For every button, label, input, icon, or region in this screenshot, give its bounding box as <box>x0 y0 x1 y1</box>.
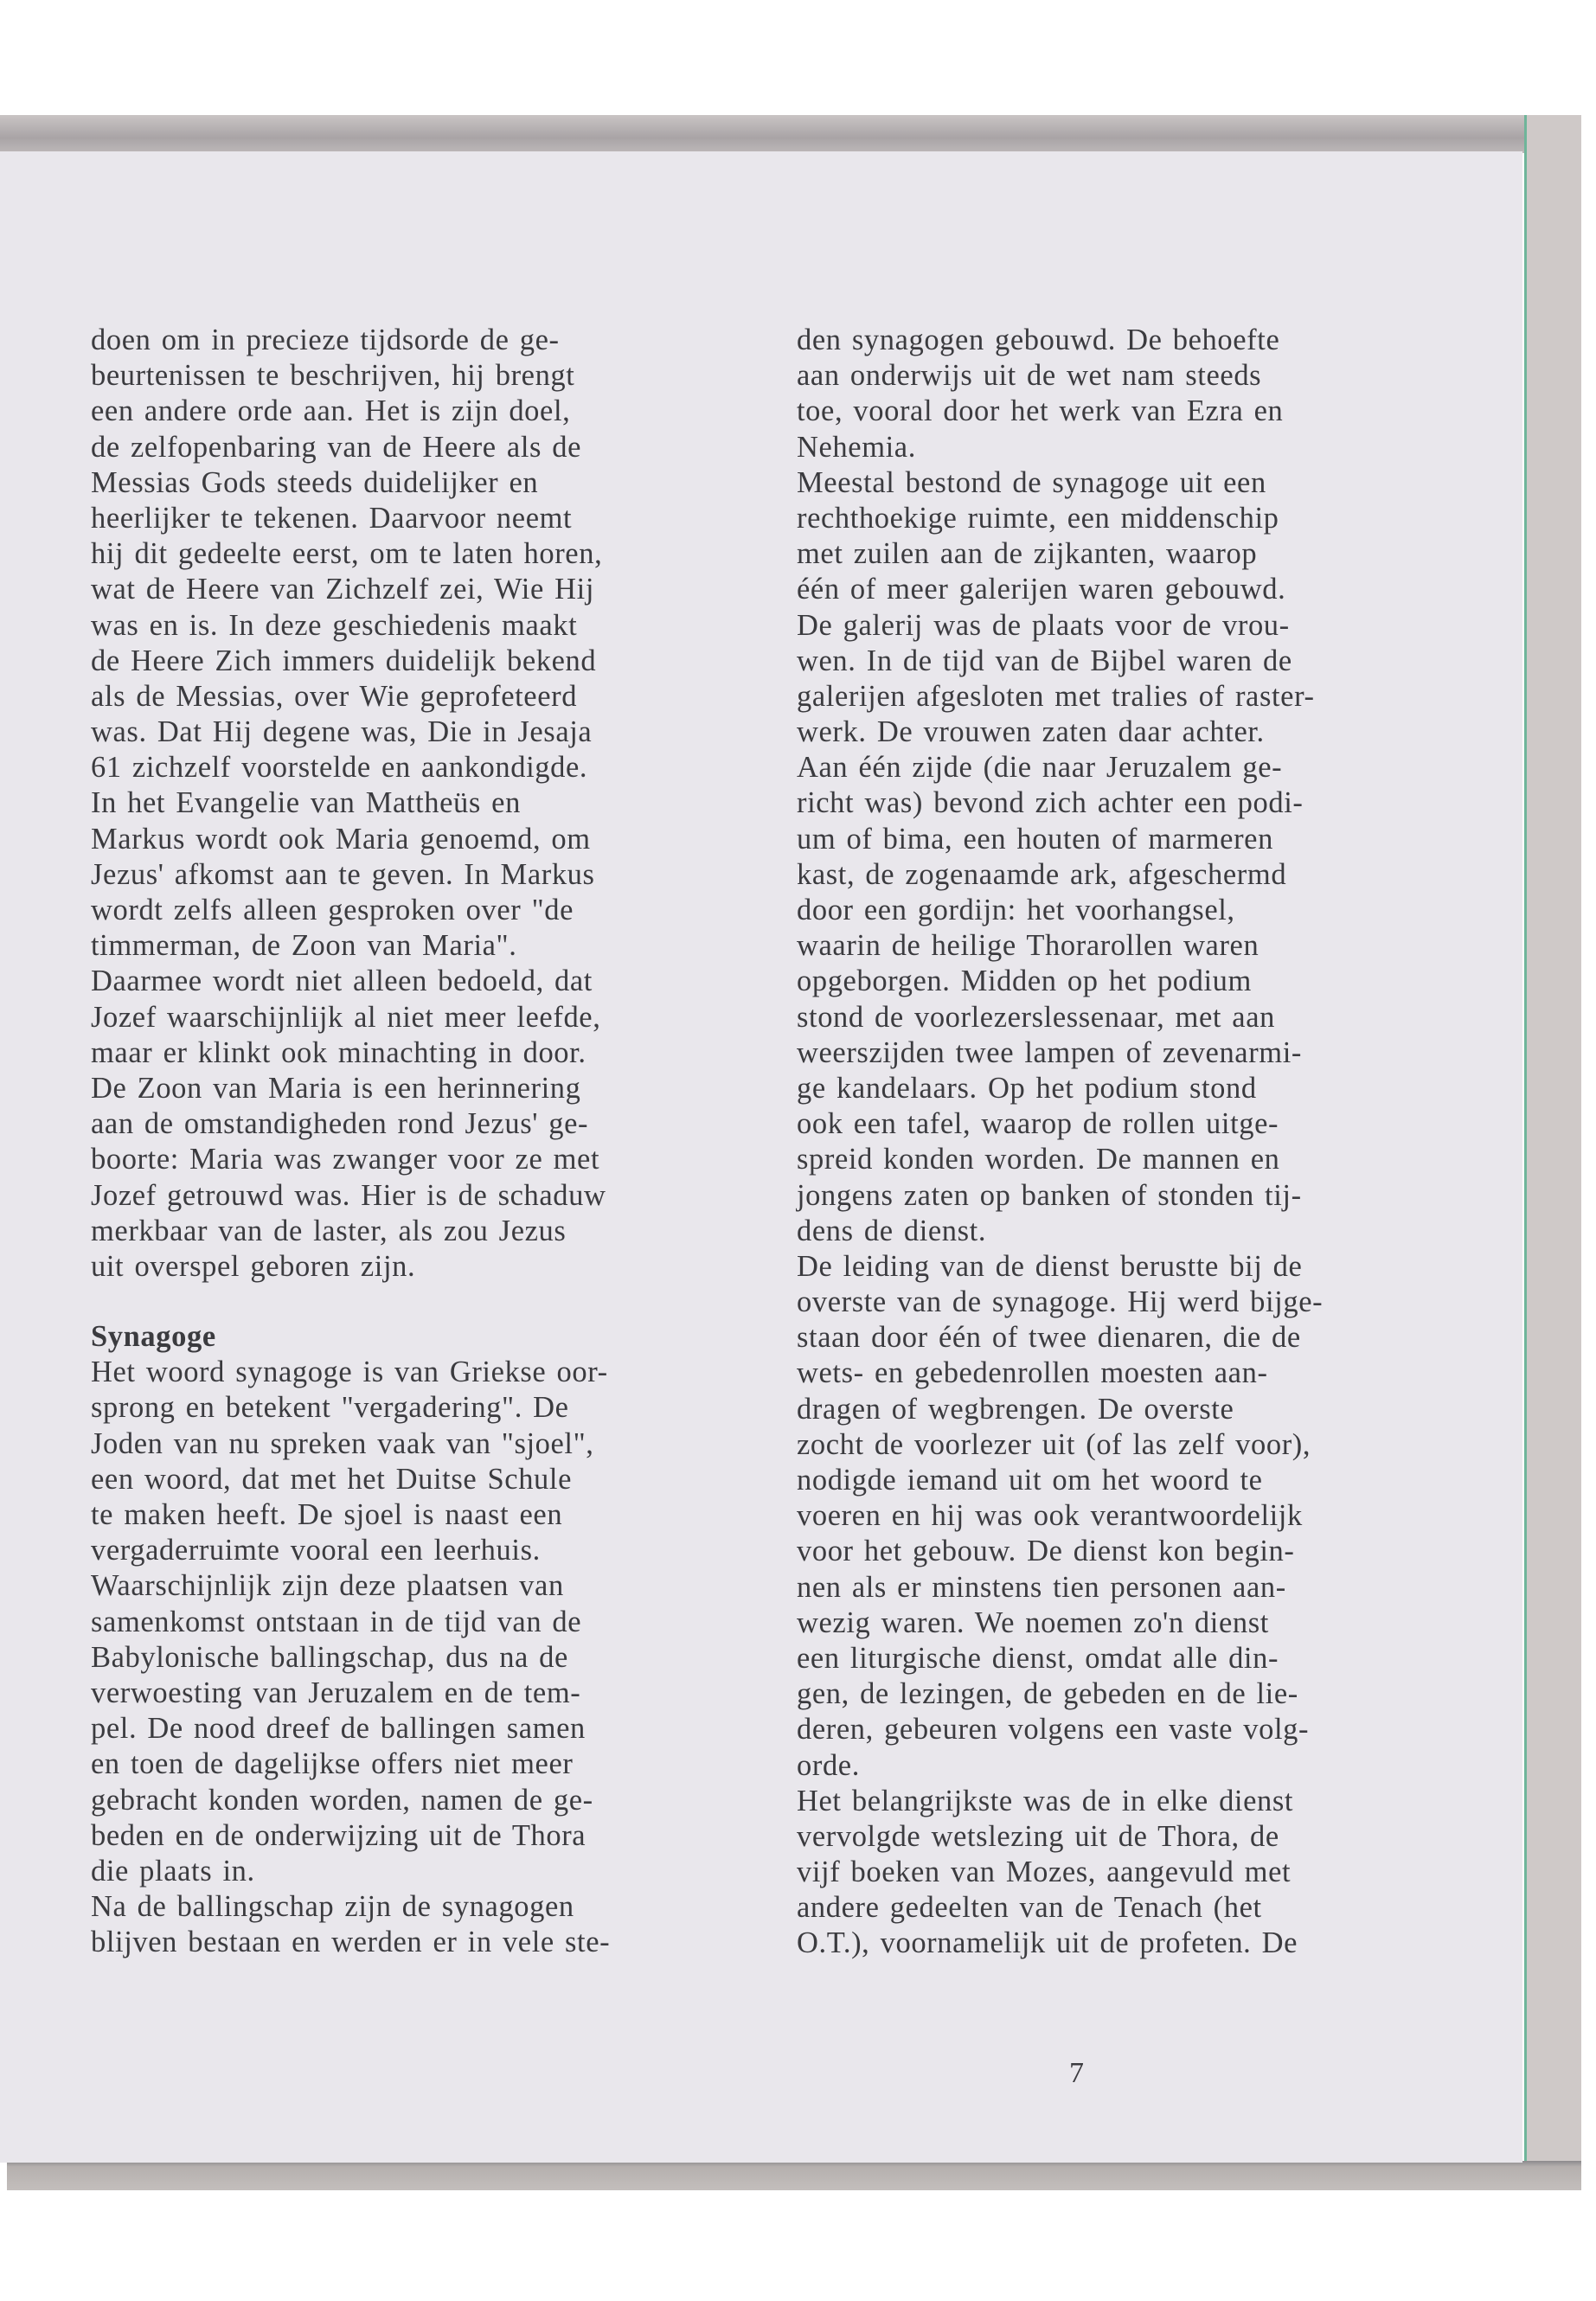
text-line: met zuilen aan de zijkanten, waarop <box>797 537 1258 571</box>
paragraph-gap <box>91 1285 610 1319</box>
text-line: een andere orde aan. Het is zijn doel, <box>91 394 571 428</box>
text-line: deren, gebeuren volgens een vaste volg- <box>797 1713 1310 1747</box>
text-line: één of meer galerijen waren gebouwd. <box>797 573 1286 606</box>
text-line: Waarschijnlijk zijn deze plaatsen van <box>91 1569 564 1603</box>
text-line: doen om in precieze tijdsorde de ge- <box>91 324 560 356</box>
text-line: hij dit gedeelte eerst, om te laten horen, <box>91 537 603 571</box>
text-line: Jozef getrouwd was. Hier is de schaduw <box>91 1178 606 1212</box>
text-line: wets- en gebedenrollen moesten aan- <box>797 1356 1268 1390</box>
text-line: jongens zaten op banken of stonden tij- <box>797 1178 1302 1212</box>
text-line: wezig waren. We noemen zo'n dienst <box>797 1606 1269 1639</box>
text-line: Het belangrijkste was de in elke dienst <box>797 1784 1294 1817</box>
text-line: nodigde iemand uit om het woord te <box>797 1464 1263 1497</box>
text-line: vijf boeken van Mozes, aangevuld met <box>797 1856 1292 1889</box>
text-line: toe, vooral door het werk van Ezra en <box>797 394 1284 428</box>
text-line: wordt zelfs alleen gesproken over "de <box>91 894 574 926</box>
text-line: andere gedeelten van de Tenach (het <box>797 1891 1262 1925</box>
text-line: opgeborgen. Midden op het podium <box>797 965 1252 998</box>
text-line: Joden van nu spreken vaak van "sjoel", <box>91 1426 594 1460</box>
text-line: um of bima, een houten of marmeren <box>797 822 1273 856</box>
text-line: Daarmee wordt niet alleen bedoeld, dat <box>91 965 593 998</box>
text-line: blijven bestaan en werden er in vele ste- <box>91 1926 611 1959</box>
text-line: zocht de voorlezer uit (of las zelf voor), <box>797 1427 1311 1461</box>
text-line: richt was) bevond zich achter een podi- <box>797 786 1304 820</box>
text-line: overste van de synagoge. Hij werd bijge- <box>797 1285 1324 1319</box>
text-line: verwoesting van Jeruzalem en de tem- <box>91 1676 581 1709</box>
text-line: een liturgische dienst, omdat alle din- <box>797 1641 1279 1675</box>
text-line: gebracht konden worden, namen de ge- <box>91 1783 593 1817</box>
text-line: waarin de heilige Thorarollen waren <box>797 929 1259 963</box>
text-line: was en is. In deze geschiedenis maakt <box>91 608 578 642</box>
text-line: voeren en hij was ook verantwoordelijk <box>797 1499 1303 1533</box>
right-text-column <box>797 323 1323 1962</box>
text-line: kast, de zogenaamde ark, afgeschermd <box>797 857 1287 891</box>
text-line: een woord, dat met het Duitse Schule <box>91 1462 573 1496</box>
text-line: Markus wordt ook Maria genoemd, om <box>91 822 591 856</box>
text-line: boorte: Maria was zwanger voor ze met <box>91 1143 600 1176</box>
text-line: uit overspel geboren zijn. <box>91 1249 416 1283</box>
text-line: timmerman, de Zoon van Maria". <box>91 929 517 963</box>
text-line: rechthoekige ruimte, een middenschip <box>797 501 1279 535</box>
text-line: vervolgde wetslezing uit de Thora, de <box>797 1819 1279 1853</box>
text-line: nen als er minstens tien personen aan- <box>797 1570 1286 1604</box>
text-line: door een gordijn: het voorhangsel, <box>797 894 1235 926</box>
text-line: Meestal bestond de synagoge uit een <box>797 465 1266 499</box>
text-line: den synagogen gebouwd. De behoefte <box>797 324 1280 356</box>
text-line: De Zoon van Maria is een herinnering <box>91 1071 581 1105</box>
text-line: wat de Heere van Zichzelf zei, Wie Hij <box>91 573 595 606</box>
text-line: merkbaar van de laster, als zou Jezus <box>91 1214 567 1247</box>
text-line: voor het gebouw. De dienst kon begin- <box>797 1535 1295 1568</box>
page-number: 7 <box>1069 2057 1084 2089</box>
text-line: wen. In de tijd van de Bijbel waren de <box>797 644 1292 677</box>
text-line: spreid konden worden. De mannen en <box>797 1143 1280 1176</box>
text-line: De leiding van de dienst berustte bij de <box>797 1249 1303 1283</box>
text-line: maar er klinkt ook minachting in door. <box>91 1035 586 1069</box>
text-line: weerszijden twee lampen of zevenarmi- <box>797 1035 1303 1069</box>
book-cover-top-edge <box>0 115 1581 153</box>
text-line: De galerij was de plaats voor de vrou- <box>797 608 1290 642</box>
text-line: samenkomst ontstaan in de tijd van de <box>91 1605 582 1638</box>
section-heading: Synagoge <box>91 1320 216 1354</box>
text-line: als de Messias, over Wie geprofeteerd <box>91 679 578 713</box>
text-line: ge kandelaars. Op het podium stond <box>797 1071 1257 1105</box>
text-line: en toen de dagelijkse offers niet meer <box>91 1747 574 1781</box>
text-line: die plaats in. <box>91 1854 255 1888</box>
text-line: O.T.), voornamelijk uit de profeten. De <box>797 1926 1298 1960</box>
text-line: beden en de onderwijzing uit de Thora <box>91 1818 586 1852</box>
text-line: Na de ballingschap zijn de synagogen <box>91 1890 574 1924</box>
text-line: Messias Gods steeds duidelijker en <box>91 465 539 499</box>
text-line: beurtenissen te beschrijven, hij brengt <box>91 359 575 393</box>
text-line: orde. <box>797 1748 860 1782</box>
text-line: te maken heeft. De sjoel is naast een <box>91 1498 563 1531</box>
text-line: Babylonische ballingschap, dus na de <box>91 1640 568 1674</box>
text-line: de zelfopenbaring van de Heere als de <box>91 430 582 464</box>
left-text-column <box>91 323 610 1960</box>
text-line: de Heere Zich immers duidelijk bekend <box>91 644 597 677</box>
text-line: Het woord synagoge is van Griekse oor- <box>91 1356 608 1389</box>
text-line: was. Dat Hij degene was, Die in Jesaja <box>91 715 593 749</box>
text-line: werk. De vrouwen zaten daar achter. <box>797 715 1265 749</box>
text-line: In het Evangelie van Mattheüs en <box>91 786 521 820</box>
text-line: aan de omstandigheden rond Jezus' ge- <box>91 1107 589 1141</box>
book-cover-bottom-edge <box>7 2161 1581 2190</box>
book-cover-right-edge <box>1524 115 1581 2189</box>
text-line: gen, de lezingen, de gebeden en de lie- <box>797 1677 1298 1711</box>
text-line: staan door één of twee dienaren, die de <box>797 1321 1301 1355</box>
text-line: aan onderwijs uit de wet nam steeds <box>797 359 1262 393</box>
text-line: dens de dienst. <box>797 1214 987 1247</box>
text-line: heerlijker te tekenen. Daarvoor neemt <box>91 501 573 535</box>
text-line: pel. De nood dreef de ballingen samen <box>91 1712 586 1746</box>
text-line: Aan één zijde (die naar Jeruzalem ge- <box>797 751 1283 785</box>
text-line: Jozef waarschijnlijk al niet meer leefde, <box>91 1000 601 1034</box>
text-line: vergaderruimte vooral een leerhuis. <box>91 1534 541 1567</box>
text-line: stond de voorlezerslessenaar, met aan <box>797 1000 1275 1034</box>
text-line: 61 zichzelf voorstelde en aankondigde. <box>91 751 588 785</box>
text-line: ook een tafel, waarop de rollen uitge- <box>797 1107 1279 1141</box>
text-line: sprong en betekent "vergadering". De <box>91 1391 569 1425</box>
text-line: galerijen afgesloten met tralies of raster- <box>797 679 1315 713</box>
text-line: Nehemia. <box>797 430 916 464</box>
text-line: Jezus' afkomst aan te geven. In Markus <box>91 857 595 891</box>
text-line: dragen of wegbrengen. De overste <box>797 1392 1234 1426</box>
